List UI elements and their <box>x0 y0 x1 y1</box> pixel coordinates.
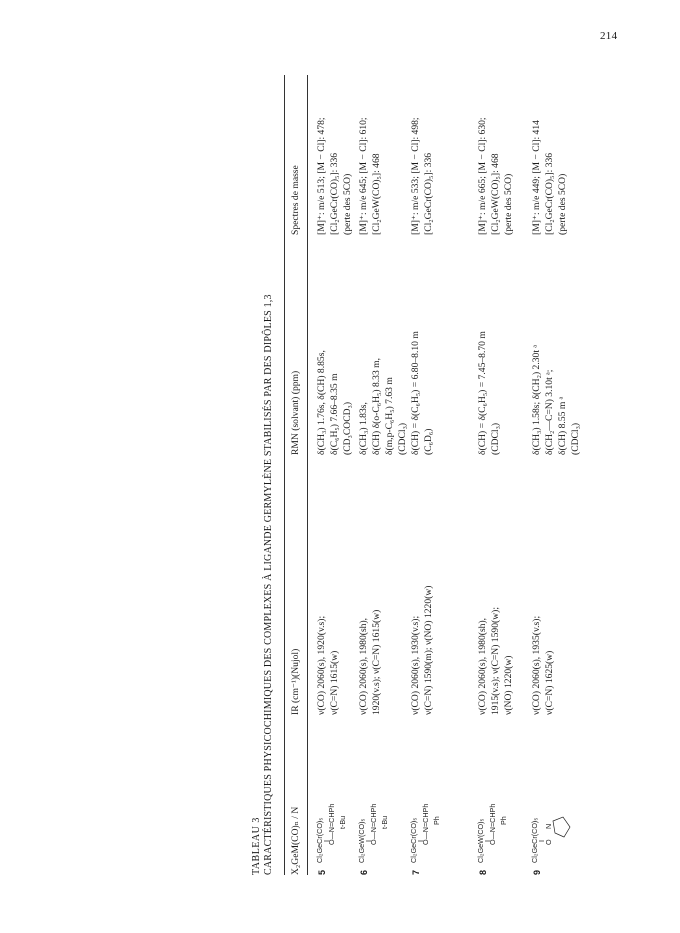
top-rule <box>284 75 285 875</box>
ring-structure <box>553 817 570 837</box>
compound-number: 8 <box>478 869 488 875</box>
structure-ligand: O—N=CHPh <box>327 803 336 845</box>
nmr-cell: δ(CH) = δ(C₆H₅) = 6.80–8.10 m (C₆D₆) <box>410 331 434 455</box>
compound-structure <box>314 723 350 863</box>
structure-ligand: O—N=CHPh <box>421 803 430 845</box>
nmr-cell: δ(CH₃) 1.58s; δ(CH₂) 2.30t ᵃ δ(CH₂—C=N) 3.10t ᵃ; δ(CH) 8.55 m ᵃ (CDCl₃) <box>531 344 581 455</box>
page-number: 214 <box>600 30 618 42</box>
rotated-table-continued <box>477 75 680 875</box>
compound-structure <box>529 723 575 863</box>
ir-cell: ν(CO) 2060(s), 1980(sh), 1915(v.s); ν(C=N) 1590(w); ν(NO) 1220(w) <box>477 607 514 715</box>
structure-metal-group: Cl₂GeCr(CO)₅ <box>530 817 539 863</box>
table-title: CARACTÉRISTIQUES PHYSICOCHIMIQUES DES COMPLEXES À LIGANDE GERMYLÈNE STABILISÉS PAR DES DIPÔLES 1,3 <box>263 294 274 875</box>
structure-metal-group: Cl₂GeW(CO)₅ <box>357 818 366 863</box>
ms-cell: [M]⁺: m/e 645; [M − Cl]: 610; [Cl₂GeW(CO)₅]: 468 <box>358 117 382 235</box>
structure-metal-group: Cl₂GeCr(CO)₅ <box>315 817 324 863</box>
structure-substituent: N <box>544 823 553 829</box>
ms-cell: [M]⁺: m/e 665; [M − Cl]: 630; [Cl₂GeW(CO)₅]: 468 (perte des 5CO) <box>477 117 514 235</box>
compound-structure <box>356 723 392 863</box>
structure-substituent: t-Bu <box>380 815 389 829</box>
ir-cell: ν(CO) 2060(s), 1930(v.s); ν(C=N) 1590(m); ν(NO) 1220(w) <box>410 585 434 715</box>
compound-number: 7 <box>411 869 421 875</box>
nmr-cell: δ(CH₃) 1.76s, δ(CH) 8.85s, δ(C₆H₅) 7.66–8.35 m (CD₃COCD₃) <box>316 350 353 455</box>
structure-substituent: t-Bu <box>338 815 347 829</box>
structure-substituent: Ph <box>432 816 441 825</box>
structure-metal-group: Cl₂GeW(CO)₅ <box>476 818 485 863</box>
ms-cell: [M]⁺: m/e 449; [M − Cl]: 414 [Cl₂GeCr(CO)₅]: 336 (perte des 5CO) <box>531 120 568 235</box>
compound-number: 5 <box>317 869 327 875</box>
ir-cell: ν(CO) 2060(s), 1935(v.s); ν(C=N) 1625(w) <box>531 615 555 715</box>
nmr-cell: δ(CH) = δ(C₆H₅) = 7.45–8.70 m (CDCl₃) <box>477 331 501 455</box>
structure-ligand: O—N=CHPh <box>488 803 497 845</box>
structure-metal-group: Cl₂GeCr(CO)₅ <box>409 817 418 863</box>
compound-structure <box>475 723 511 863</box>
compound-number: 9 <box>532 869 542 875</box>
ir-cell: ν(CO) 2060(s), 1980(sh), 1920(v.s); ν(C=N) 1615(w) <box>358 609 382 715</box>
structure-ligand: O—N=CHPh <box>369 803 378 845</box>
header-ir: IR (cm⁻¹)(Nujol) <box>290 648 301 715</box>
header-ms: Spectres de masse <box>290 165 301 235</box>
ir-cell: ν(CO) 2060(s), 1920(v.s); ν(C=N) 1615(w) <box>316 615 340 715</box>
compound-number: 6 <box>359 869 369 875</box>
compound-structure <box>408 723 444 863</box>
header-structure: X₂GeM(CO)ₙ / N <box>290 806 301 875</box>
ms-cell: [M]⁺: m/e 533; [M − Cl]: 498; [Cl₂GeCr(CO)₅]: 336 <box>410 117 434 235</box>
rotated-table <box>250 75 460 875</box>
nmr-cell: δ(CH₃) 1.83s, δ(CH) δ(o-C₆H₅) 8.33 m, δ(m,p-C₆H₅) 7.63 m (CDCl₃) <box>358 357 408 455</box>
table-label: TABLEAU 3 <box>251 817 262 875</box>
header-nmr: RMN (solvant) (ppm) <box>290 370 301 455</box>
structure-ligand: O <box>544 839 553 845</box>
header-rule <box>307 75 308 875</box>
structure-substituent: Ph <box>499 816 508 825</box>
ms-cell: [M]⁺: m/e 513; [M − Cl]: 478; [Cl₂GeCr(CO)₅]: 336 (perte des 5CO) <box>316 117 353 235</box>
